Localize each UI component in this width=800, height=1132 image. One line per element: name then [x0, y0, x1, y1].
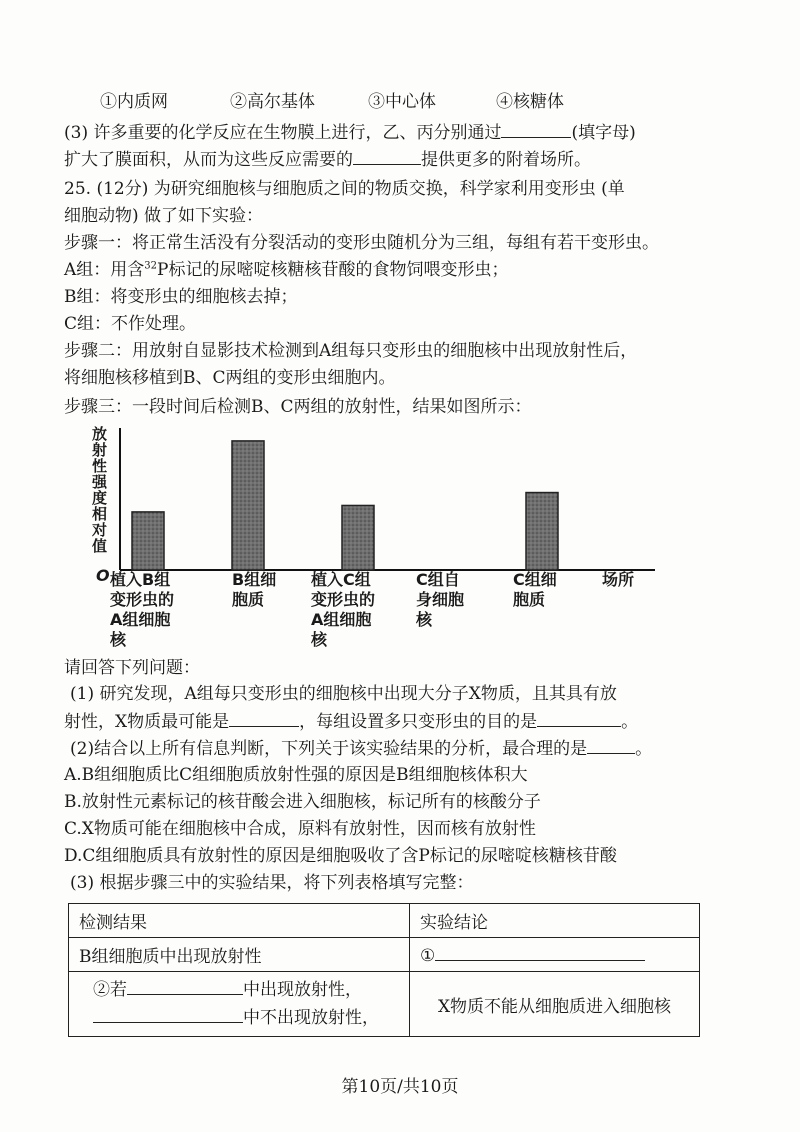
group-b: B组：将变形虫的细胞核去掉；: [64, 287, 298, 307]
y-axis-label: 放射性强度相对值: [90, 426, 108, 554]
chart-bar: [232, 441, 264, 570]
option-d: D.C组细胞质具有放射性的原因是细胞吸收了含P标记的尿嘧啶核糖核苷酸: [64, 846, 617, 866]
prompt: 请回答下列问题：: [64, 658, 200, 678]
q25-title2: 细胞动物) 做了如下实验：: [64, 206, 264, 226]
q1-line1: (1) 研究发现，A组每只变形虫的细胞核中出现大分子X物质，且其具有放: [70, 684, 617, 704]
answer-blank[interactable]: [501, 121, 571, 138]
option-1: ①内质网: [100, 92, 168, 112]
option-b: B.放射性元素标记的核苷酸会进入细胞核，标记所有的核酸分子: [64, 792, 541, 812]
table-header: 实验结论: [410, 904, 700, 938]
chart-bar: [132, 512, 164, 570]
page-footer: 第10页/共10页: [341, 1077, 459, 1097]
option-2: ②高尔基体: [230, 92, 315, 112]
table-row: [69, 972, 700, 1037]
step3: 步骤三：一段时间后检测B、C两组的放射性，结果如图所示：: [64, 397, 532, 417]
option-c: C.X物质可能在细胞核中合成，原料有放射性，因而核有放射性: [64, 819, 536, 839]
step2: 步骤二：用放射自显影技术检测到A组每只变形虫的细胞核中出现放射性后，: [64, 341, 638, 361]
x-axis-label: 场所: [602, 570, 635, 589]
answer-blank[interactable]: [353, 148, 421, 165]
table-cell: ①: [410, 938, 700, 972]
answer-blank[interactable]: [229, 710, 299, 727]
chart-bar: [526, 493, 558, 570]
option-3: ③中心体: [368, 92, 436, 112]
group-a: A组：用含$^{32}$P标记的尿嘧啶核糖核苷酸的食物饲喂变形虫；: [64, 260, 509, 280]
table-header: 检测结果: [69, 904, 410, 938]
chart-bar: [342, 505, 374, 570]
table-header-row: [69, 904, 700, 938]
q2-line: (2)结合以上所有信息判断，下列关于该实验结果的分析，最合理的是 。: [70, 739, 653, 759]
q3-line2: 扩大了膜面积，从而为这些反应需要的 提供更多的附着场所。: [64, 150, 591, 170]
answer-blank[interactable]: [127, 978, 243, 995]
chart-svg: [80, 420, 660, 585]
bar-chart: [80, 420, 660, 650]
table-cell: ②若 中出现放射性， 中不出现放射性，: [69, 972, 410, 1037]
option-4: ④核糖体: [496, 92, 564, 112]
step2b: 将细胞核移植到B、C两组的变形虫细胞内。: [64, 368, 396, 388]
answer-blank[interactable]: [537, 710, 621, 727]
x-tick-label: C组自 身细胞 核: [416, 570, 465, 629]
answer-blank[interactable]: [587, 737, 635, 754]
x-tick-label: 植入B组 变形虫的 A组细胞 核: [110, 570, 175, 649]
q3-instruction: (3) 根据步骤三中的实验结果，将下列表格填写完整：: [70, 873, 474, 893]
x-tick-label: B组细 胞质: [232, 570, 277, 609]
option-a: A.B组细胞质比C组细胞质放射性强的原因是B组细胞核体积大: [64, 765, 528, 785]
q3-line1: (3) 许多重要的化学反应在生物膜上进行，乙、丙分别通过 (填字母): [64, 123, 636, 143]
q25-title: 25. (12分) 为研究细胞核与细胞质之间的物质交换，科学家利用变形虫 (单: [64, 179, 625, 199]
table-cell: X物质不能从细胞质进入细胞核: [410, 972, 700, 1037]
origin-label: O: [96, 566, 110, 585]
answer-blank[interactable]: [435, 944, 645, 961]
group-c: C组：不作处理。: [64, 314, 197, 334]
x-tick-label: 植入C组 变形虫的 A组细胞 核: [311, 570, 376, 649]
result-table: [68, 903, 700, 1037]
table-cell: B组细胞质中出现放射性: [69, 938, 410, 972]
q1-line2: 射性，X物质最可能是 ，每组设置多只变形虫的目的是 。: [64, 712, 639, 732]
table-row: [69, 938, 700, 972]
x-tick-label: C组细 胞质: [513, 570, 557, 609]
answer-blank[interactable]: [93, 1006, 243, 1023]
step1: 步骤一：将正常生活没有分裂活动的变形虫随机分为三组，每组有若干变形虫。: [64, 233, 659, 253]
